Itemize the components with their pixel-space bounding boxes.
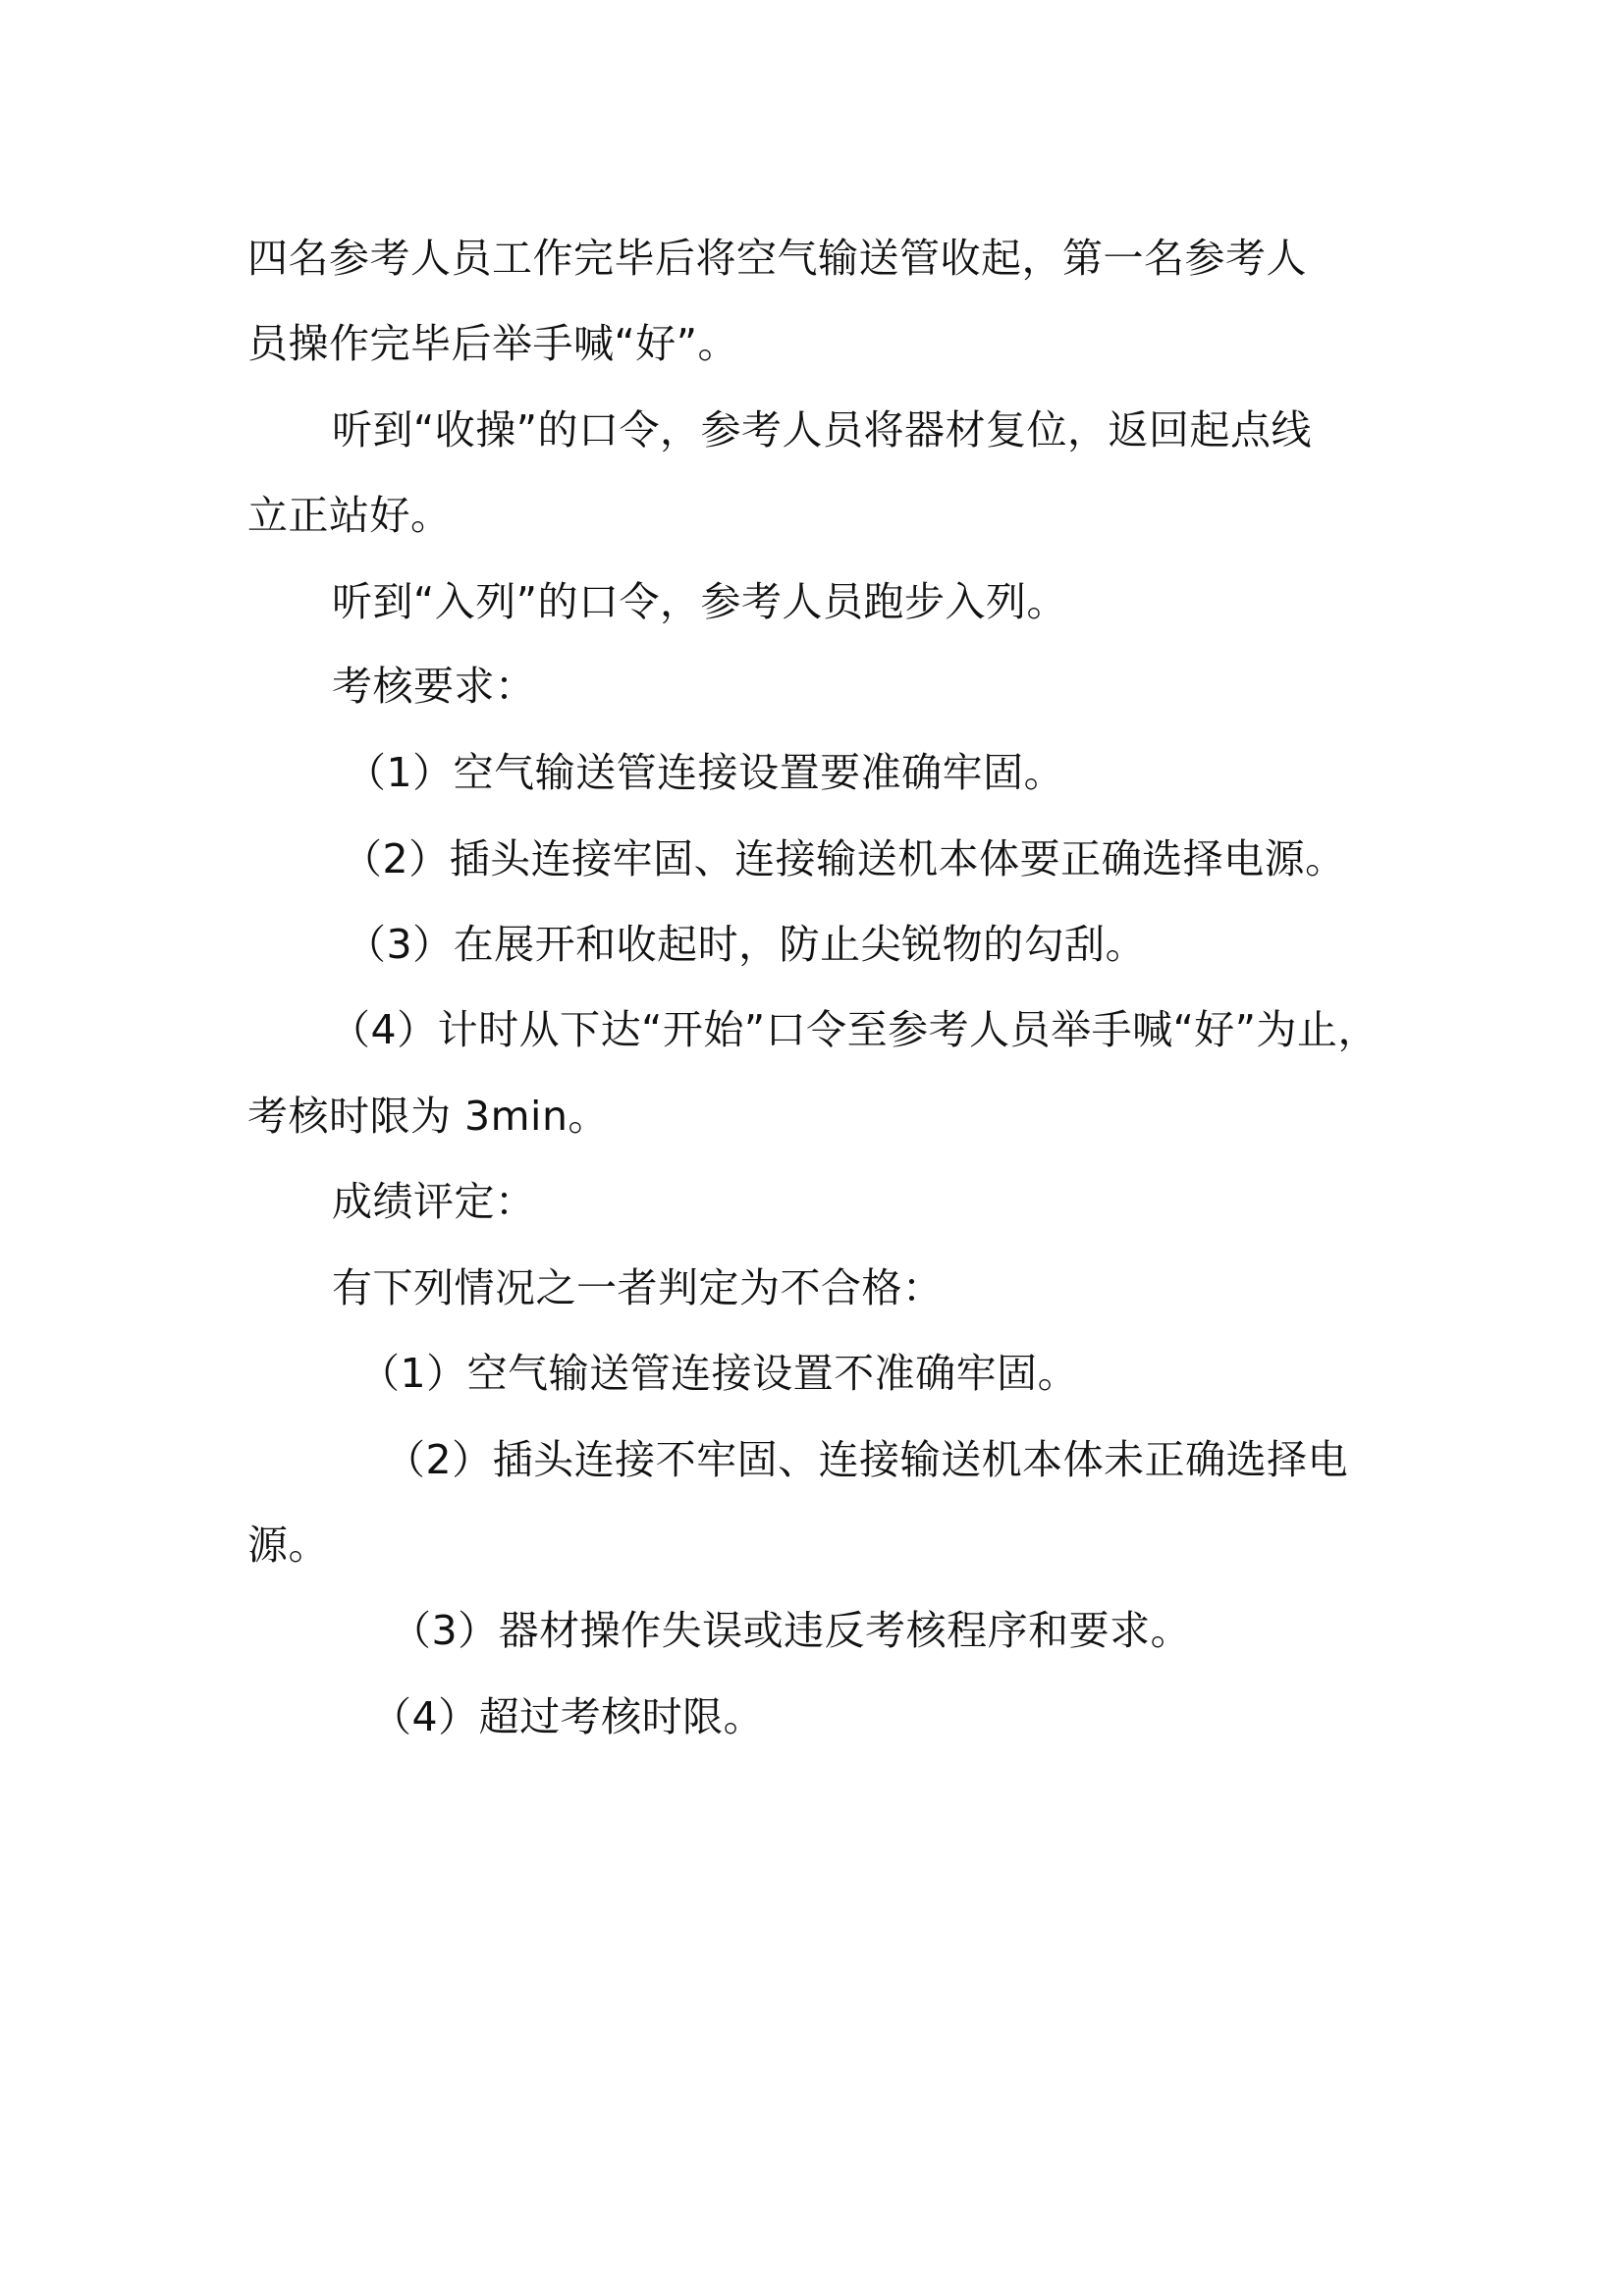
- evaluation-item-4: （4）超过考核时限。: [371, 1693, 765, 1740]
- section-heading-evaluation: 成绩评定：: [332, 1178, 536, 1225]
- requirement-item-4: （4）计时从下达“开始”口令至参考人员举手喊“好”为止，: [330, 1006, 1380, 1053]
- paragraph-line-1: 四名参考人员工作完毕后将空气输送管收起，第一名参考人: [247, 235, 1307, 282]
- evaluation-intro: 有下列情况之一者判定为不合格：: [332, 1264, 944, 1311]
- requirement-item-2: （2）插头连接牢固、连接输送机本体要正确选择电源。: [342, 835, 1346, 882]
- paragraph-line-5: 听到“入列”的口令，参考人员跑步入列。: [332, 578, 1067, 625]
- requirement-item-4-continued: 考核时限为 3min。: [247, 1093, 609, 1140]
- paragraph-line-3: 听到“收操”的口令，参考人员将器材复位，返回起点线: [332, 406, 1312, 454]
- evaluation-item-3: （3）器材操作失误或违反考核程序和要求。: [391, 1607, 1192, 1654]
- evaluation-item-2-continued: 源。: [247, 1522, 329, 1569]
- evaluation-item-1: （1）空气输送管连接设置不准确牢固。: [359, 1350, 1079, 1397]
- paragraph-line-2: 员操作完毕后举手喊“好”。: [247, 320, 738, 367]
- paragraph-line-4: 立正站好。: [247, 492, 452, 539]
- requirement-item-1: （1）空气输送管连接设置要准确牢固。: [346, 749, 1065, 796]
- evaluation-item-2: （2）插头连接不牢固、连接输送机本体未正确选择电: [385, 1436, 1349, 1483]
- section-heading-requirements: 考核要求：: [332, 663, 536, 710]
- requirement-item-3: （3）在展开和收起时，防止尖锐物的勾刮。: [346, 921, 1147, 968]
